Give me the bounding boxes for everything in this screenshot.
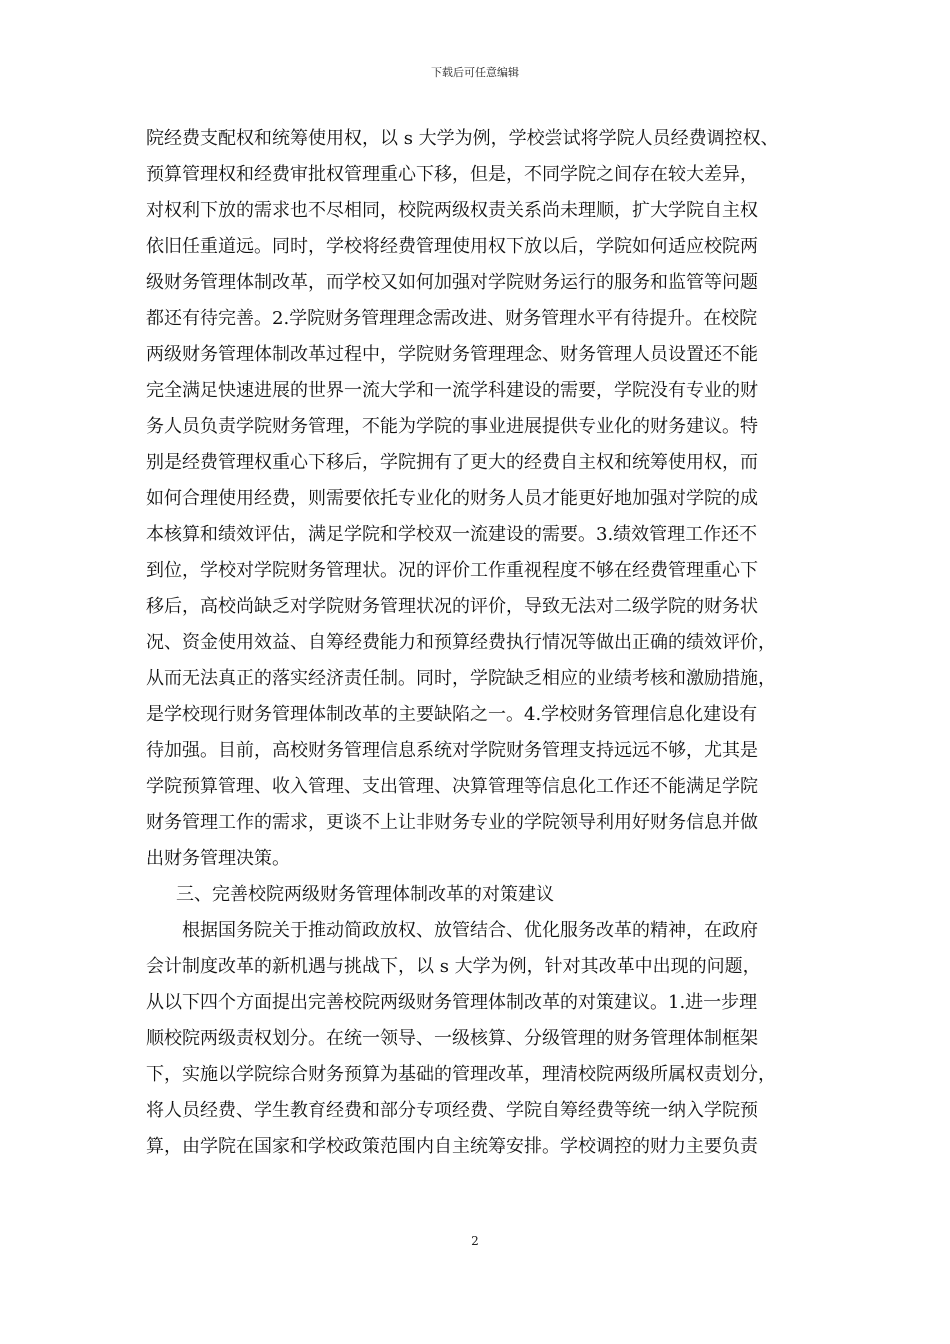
- text-line: 预算管理权和经费审批权管理重心下移，但是，不同学院之间存在较大差异，: [146, 164, 758, 185]
- text-line: 待加强。目前，高校财务管理信息系统对学院财务管理支持远远不够，尤其是: [146, 740, 758, 761]
- text-line: 如何合理使用经费，则需要依托专业化的财务人员才能更好地加强对学院的成: [146, 488, 758, 509]
- text-line: 顺校院两级责权划分。在统一领导、一级核算、分级管理的财务管理体制框架: [146, 1028, 758, 1049]
- text-line: 级财务管理体制改革，而学校又如何加强对学院财务运行的服务和监管等问题: [146, 272, 758, 293]
- text-line: 完全满足快速进展的世界一流大学和一流学科建设的需要，学院没有专业的财: [146, 380, 758, 401]
- text-line: 下，实施以学院综合财务预算为基础的管理改革，理清校院两级所属权责划分，: [146, 1064, 776, 1085]
- text-line: 院经费支配权和统筹使用权，以 s 大学为例，学校尝试将学院人员经费调控权、: [146, 128, 779, 149]
- text-line: 会计制度改革的新机遇与挑战下，以 s 大学为例，针对其改革中出现的问题，: [146, 956, 761, 977]
- text-line: 是学校现行财务管理体制改革的主要缺陷之一。4.学校财务管理信息化建设有: [146, 704, 758, 725]
- text-line: 出财务管理决策。: [146, 848, 290, 869]
- page-header: 下载后可任意编辑: [431, 66, 519, 79]
- document-body: [146, 121, 826, 1165]
- text-line: 根据国务院关于推动简政放权、放管结合、优化服务改革的精神，在政府: [182, 920, 758, 941]
- text-line: 依旧任重道远。同时，学校将经费管理使用权下放以后，学院如何适应校院两: [146, 236, 758, 257]
- text-line: 将人员经费、学生教育经费和部分专项经费、学院自筹经费等统一纳入学院预: [146, 1100, 758, 1121]
- text-line: 学院预算管理、收入管理、支出管理、决算管理等信息化工作还不能满足学院: [146, 776, 758, 797]
- text-line: 从而无法真正的落实经济责任制。同时，学院缺乏相应的业绩考核和激励措施，: [146, 668, 776, 689]
- text-line: 对权利下放的需求也不尽相同，校院两级权责关系尚未理顺，扩大学院自主权: [146, 200, 758, 221]
- text-line: 务人员负责学院财务管理，不能为学院的事业进展提供专业化的财务建议。特: [146, 416, 758, 437]
- text-line: 财务管理工作的需求，更谈不上让非财务专业的学院领导利用好财务信息并做: [146, 812, 758, 833]
- section-heading: 三、完善校院两级财务管理体制改革的对策建议: [176, 884, 554, 905]
- page-number: 2: [471, 1234, 479, 1248]
- text-line: 两级财务管理体制改革过程中，学院财务管理理念、财务管理人员设置还不能: [146, 344, 758, 365]
- text-line: 到位，学校对学院财务管理状。况的评价工作重视程度不够在经费管理重心下: [146, 560, 758, 581]
- text-line: 从以下四个方面提出完善校院两级财务管理体制改革的对策建议。1.进一步理: [146, 992, 758, 1013]
- text-line: 别是经费管理权重心下移后，学院拥有了更大的经费自主权和统筹使用权，而: [146, 452, 758, 473]
- text-line: 况、资金使用效益、自筹经费能力和预算经费执行情况等做出正确的绩效评价，: [146, 632, 776, 653]
- text-line: 都还有待完善。2.学院财务管理理念需改进、财务管理水平有待提升。在校院: [146, 308, 758, 329]
- text-line: 移后，高校尚缺乏对学院财务管理状况的评价，导致无法对二级学院的财务状: [146, 596, 758, 617]
- text-line: 本核算和绩效评估，满足学院和学校双一流建设的需要。3.绩效管理工作还不: [146, 524, 758, 545]
- text-line: 算，由学院在国家和学校政策范围内自主统筹安排。学校调控的财力主要负责: [146, 1136, 758, 1157]
